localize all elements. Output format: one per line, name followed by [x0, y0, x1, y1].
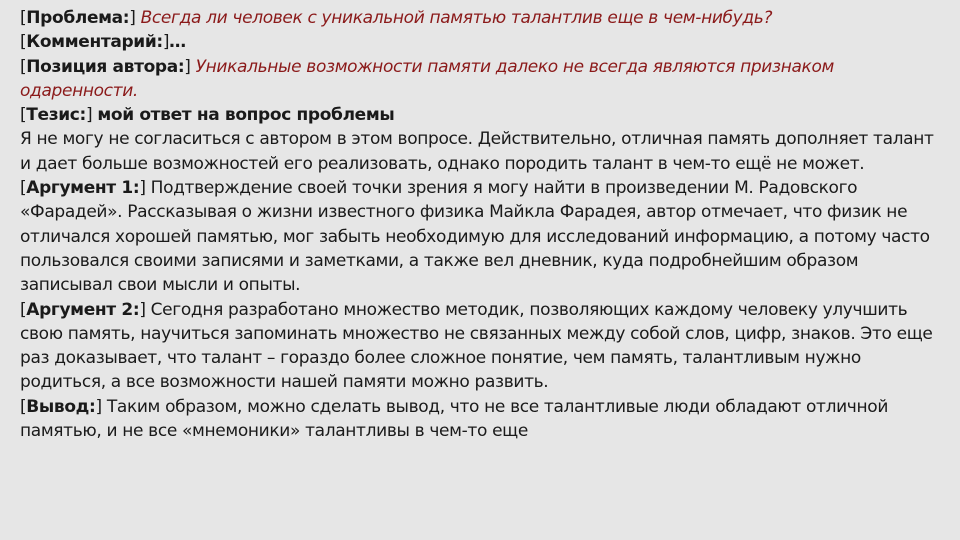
- comment-label: Комментарий:: [26, 32, 163, 53]
- author-position-paragraph: [Позиция автора:] Уникальные возможности памяти далеко не всегда являются признаком одаренности.: [20, 56, 834, 101]
- argument2-label: Аргумент 2:: [26, 299, 140, 320]
- argument1-label: Аргумент 1:: [26, 178, 140, 199]
- argument1-text: Подтверждение своей точки зрения я могу найти в произведении М. Радовского «Фарадей». Рассказывая о жизни известного физика Майкла Фарадея, автор отмечает, что физик не отличался хорошей памятью, мог забыть необходимую для исследований информацию, а потому часто пользовался своими записями и заметками, а также вел дневник, куда подробнейшим образом записывал свои мысли и опыты.: [20, 178, 930, 296]
- author-position-text: Уникальные возможности памяти далеко не всегда являются признаком одаренности.: [20, 56, 834, 101]
- thesis-label: Тезис:: [26, 105, 86, 126]
- problem-paragraph: [Проблема:] Всегда ли человек с уникальной памятью талантлив еще в чем-нибудь?: [20, 8, 773, 28]
- comment-text: …: [169, 32, 186, 53]
- thesis-text: Я не могу не согласиться с автором в этом вопросе. Действительно, отличная память дополняет талант и дает больше возможностей его реализовать, однако породить талант в чем-то ещё не может.: [20, 129, 934, 174]
- argument2-text: Сегодня разработано множество методик, позволяющих каждому человеку улучшить свою память, научиться запоминать множество не связанных между собой слов, цифр, знаков. Это еще раз доказывает, что талант – гораздо более сложное понятие, чем память, талантливым нужно родиться, а все возможности нашей памяти можно развить.: [20, 299, 933, 393]
- conclusion-paragraph: [Вывод:] Таким образом, можно сделать вывод, что не все талантливые люди обладают отличной памятью, и не все «мнемоники» талантливы в чем-то еще: [20, 396, 889, 442]
- problem-label: Проблема:: [26, 8, 130, 28]
- author-position-label: Позиция автора:: [26, 56, 185, 77]
- argument1-paragraph: [Аргумент 1:] Подтверждение своей точки зрения я могу найти в произведении М. Радовского «Фарадей». Рассказывая о жизни известного физика Майкла Фарадея, автор отмечает, что физик не отличался хорошей памятью, мог забыть необходимую для исследований информацию, а потому часто пользовался своими записями и заметками, а также вел дневник, куда подробнейшим образом записывал свои мысли и опыты.: [20, 178, 930, 296]
- problem-text: Всегда ли человек с уникальной памятью талантлив еще в чем-нибудь?: [140, 8, 773, 28]
- slide-text-body: [20, 6, 945, 443]
- thesis-heading: мой ответ на вопрос проблемы: [97, 105, 395, 126]
- argument2-paragraph: [Аргумент 2:] Сегодня разработано множество методик, позволяющих каждому человеку улучшить свою память, научиться запоминать множество не связанных между собой слов, цифр, знаков. Это еще раз доказывает, что талант – гораздо более сложное понятие, чем память, талантливым нужно родиться, а все возможности нашей памяти можно развить.: [20, 299, 933, 393]
- conclusion-text: Таким образом, можно сделать вывод, что не все талантливые люди обладают отличной памятью, и не все «мнемоники» талантливы в чем-то еще: [20, 396, 889, 442]
- conclusion-label: Вывод:: [26, 396, 96, 417]
- thesis-heading-paragraph: [Тезис:] мой ответ на вопрос проблемы: [20, 105, 395, 126]
- comment-paragraph: [Комментарий:]…: [20, 32, 186, 53]
